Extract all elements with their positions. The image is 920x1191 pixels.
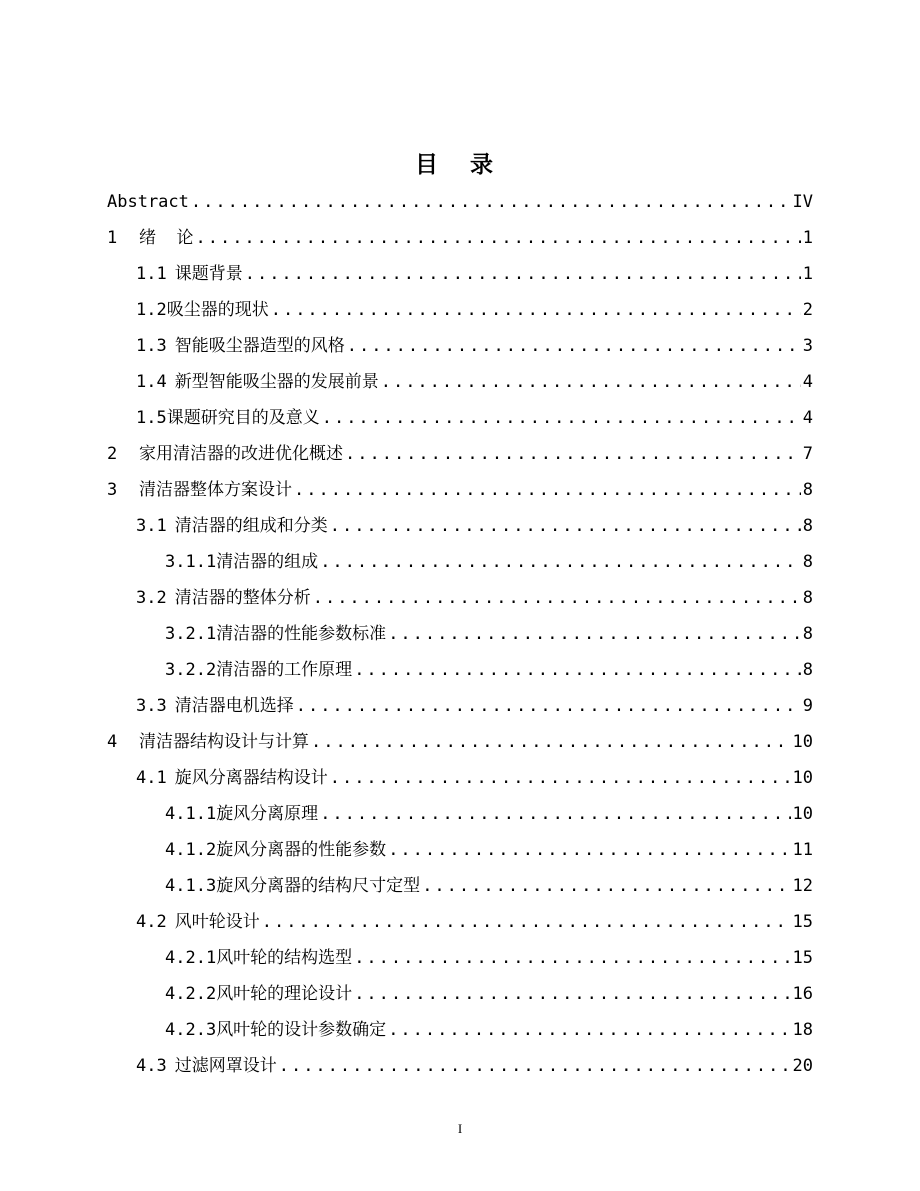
toc-entry-4[interactable]	[107, 724, 813, 760]
toc-entry-2[interactable]	[107, 436, 813, 472]
dot-leader	[320, 796, 790, 832]
toc-entry-text: 清洁器的整体分析	[174, 588, 311, 608]
toc-entry-4-2[interactable]	[107, 904, 813, 940]
toc-entry-page: 1	[802, 264, 813, 284]
toc-entry-text: 绪 论	[139, 228, 194, 248]
dot-leader	[322, 400, 801, 436]
toc-entry-number: 4.2.2	[165, 984, 217, 1004]
toc-entry-3-3[interactable]	[107, 688, 813, 724]
toc-entry-number: 2	[107, 444, 118, 464]
toc-entry-page: 7	[802, 444, 813, 464]
toc-entry-4-2-1[interactable]	[107, 940, 813, 976]
toc-entry-number: 4.1.2	[165, 840, 217, 860]
toc-entry-page: 4	[802, 408, 813, 428]
toc-entry-page: 8	[802, 480, 813, 500]
dot-leader	[330, 760, 791, 796]
toc-entry-text: 清洁器整体方案设计	[139, 480, 292, 500]
toc-entry-page: 4	[802, 372, 813, 392]
dot-leader	[388, 832, 790, 868]
toc-entry-text: 风叶轮的结构选型	[216, 948, 353, 968]
toc-entry-text: 清洁器的组成	[216, 552, 319, 572]
dot-leader	[320, 544, 801, 580]
toc-entry-number: 3.3	[136, 696, 167, 716]
dot-leader	[422, 868, 790, 904]
toc-entry-text: 清洁器的工作原理	[216, 660, 353, 680]
toc-title: 目 录	[414, 152, 505, 178]
toc-entry-4-2-2[interactable]	[107, 976, 813, 1012]
toc-entry-page: 15	[792, 912, 813, 932]
toc-entry-number: 4.2	[136, 912, 167, 932]
toc-entry-4-2-3[interactable]	[107, 1012, 813, 1048]
dot-leader	[271, 292, 801, 328]
toc-entry-page: 3	[802, 336, 813, 356]
toc-entry-number: 4.2.3	[165, 1020, 217, 1040]
toc-entry-3-2-1[interactable]	[107, 616, 813, 652]
toc-entry-1-1[interactable]	[107, 256, 813, 292]
toc-entry-text: 风叶轮的理论设计	[216, 984, 353, 1004]
dot-leader	[330, 508, 801, 544]
toc-entry-number: 3	[107, 480, 118, 500]
toc-entry-page: 18	[792, 1020, 813, 1040]
dot-leader	[262, 904, 791, 940]
toc-entry-page: 10	[792, 732, 813, 752]
toc-entry-3[interactable]	[107, 472, 813, 508]
toc-entry-page: 1	[802, 228, 813, 248]
toc-entry-page: 10	[792, 768, 813, 788]
toc-entry-3-2-2[interactable]	[107, 652, 813, 688]
toc-entry-4-1-2[interactable]	[107, 832, 813, 868]
toc-entry-number: 4.2.1	[165, 948, 217, 968]
toc-entry-page: 16	[792, 984, 813, 1004]
toc-entry-page: 15	[792, 948, 813, 968]
dot-leader	[245, 256, 801, 292]
dot-leader	[354, 976, 790, 1012]
toc-entry-text: 家用清洁器的改进优化概述	[139, 444, 343, 464]
toc-entry-4-3[interactable]	[107, 1048, 813, 1084]
toc-entry-number: 3.1	[136, 516, 167, 536]
toc-entry-page: 20	[792, 1056, 813, 1076]
toc-entry-3-2[interactable]	[107, 580, 813, 616]
dot-leader	[354, 940, 790, 976]
toc-entry-page: 2	[802, 300, 813, 320]
toc-entry-page: 10	[792, 804, 813, 824]
dot-leader	[313, 580, 801, 616]
toc-entry-number: 4.1.3	[165, 876, 217, 896]
toc-entry-1-2[interactable]	[107, 292, 813, 328]
toc-entry-number: 1.1	[136, 264, 167, 284]
dot-leader	[191, 184, 791, 220]
toc-entry-text: 旋风分离器的结构尺寸定型	[216, 876, 421, 896]
toc-entry-number: 1.3	[136, 336, 167, 356]
toc-entry-text: Abstract	[107, 192, 189, 212]
toc-entry-text: 旋风分离原理	[216, 804, 319, 824]
dot-leader	[347, 328, 801, 364]
toc-entry-text: 清洁器的组成和分类	[174, 516, 328, 536]
toc-entry-text: 清洁器的性能参数标准	[216, 624, 387, 644]
dot-leader	[296, 688, 801, 724]
toc-entry-number: 1.2	[136, 300, 167, 320]
toc-entry-1[interactable]	[107, 220, 813, 256]
dot-leader	[345, 436, 801, 472]
toc-entry-number: 1.4	[136, 372, 167, 392]
toc-entry-text: 智能吸尘器造型的风格	[174, 336, 345, 356]
toc-entry-4-1[interactable]	[107, 760, 813, 796]
toc-entry-abstract[interactable]	[107, 184, 813, 220]
dot-leader	[195, 220, 800, 256]
toc-entry-page: 8	[802, 588, 813, 608]
toc-entry-text: 课题研究目的及意义	[166, 408, 320, 428]
table-of-contents	[107, 184, 813, 1084]
toc-entry-text: 吸尘器的现状	[166, 300, 269, 320]
toc-entry-3-1[interactable]	[107, 508, 813, 544]
toc-entry-number: 1.5	[136, 408, 167, 428]
toc-entry-text: 新型智能吸尘器的发展前景	[174, 372, 379, 392]
dot-leader	[381, 364, 801, 400]
toc-entry-1-4[interactable]	[107, 364, 813, 400]
toc-entry-number: 1	[107, 228, 118, 248]
toc-entry-page: 12	[792, 876, 813, 896]
toc-entry-number: 4.1.1	[165, 804, 217, 824]
toc-entry-text: 旋风分离器结构设计	[174, 768, 328, 788]
toc-entry-page: 8	[802, 624, 813, 644]
dot-leader	[294, 472, 801, 508]
dot-leader	[354, 652, 801, 688]
toc-entry-number: 4.1	[136, 768, 167, 788]
toc-entry-number: 3.1.1	[165, 552, 217, 572]
toc-entry-1-5[interactable]	[107, 400, 813, 436]
toc-entry-page: 11	[792, 840, 813, 860]
dot-leader	[388, 1012, 790, 1048]
toc-entry-text: 风叶轮的设计参数确定	[216, 1020, 387, 1040]
toc-entry-text: 清洁器电机选择	[174, 696, 294, 716]
toc-entry-number: 3.2	[136, 588, 167, 608]
toc-entry-text: 风叶轮设计	[174, 912, 260, 932]
page-number-footer: I	[457, 1121, 463, 1136]
toc-entry-number: 4.3	[136, 1056, 167, 1076]
toc-entry-page: IV	[792, 192, 813, 212]
dot-leader	[311, 724, 791, 760]
toc-entry-4-1-3[interactable]	[107, 868, 813, 904]
toc-entry-text: 过滤网罩设计	[174, 1056, 277, 1076]
toc-entry-number: 3.2.1	[165, 624, 217, 644]
toc-entry-page: 8	[802, 660, 813, 680]
dot-leader	[279, 1048, 791, 1084]
toc-entry-page: 8	[802, 552, 813, 572]
toc-entry-text: 旋风分离器的性能参数	[216, 840, 387, 860]
toc-entry-page: 8	[802, 516, 813, 536]
toc-entry-text: 课题背景	[174, 264, 243, 284]
toc-entry-text: 清洁器结构设计与计算	[139, 732, 309, 752]
toc-entry-1-3[interactable]	[107, 328, 813, 364]
toc-entry-page: 9	[802, 696, 813, 716]
dot-leader	[388, 616, 801, 652]
toc-entry-number: 3.2.2	[165, 660, 217, 680]
toc-entry-4-1-1[interactable]	[107, 796, 813, 832]
toc-entry-3-1-1[interactable]	[107, 544, 813, 580]
toc-entry-number: 4	[107, 732, 118, 752]
